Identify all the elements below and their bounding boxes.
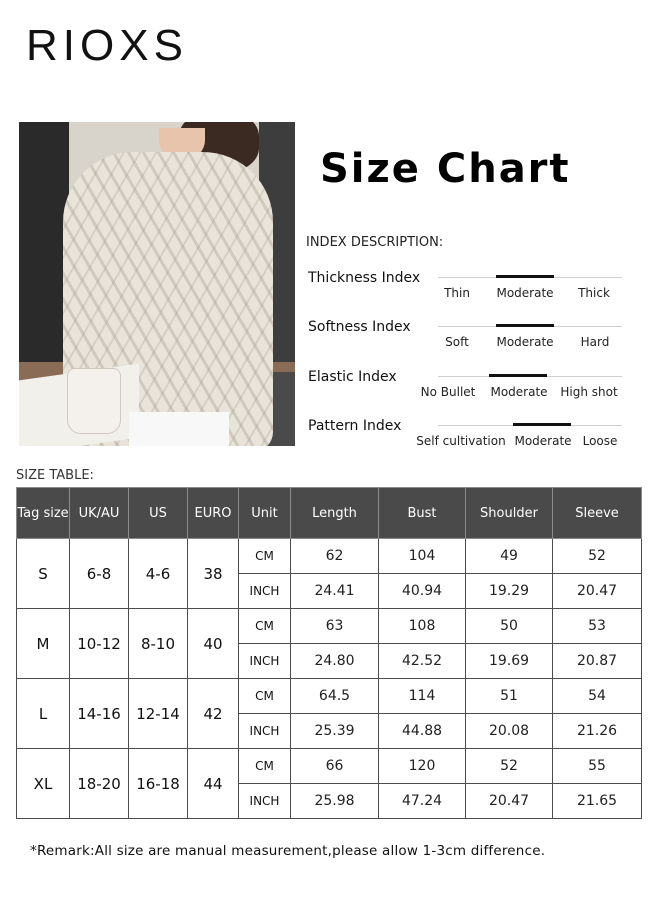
index-option: Self cultivation: [416, 434, 506, 448]
sleeve-cell: 54: [553, 679, 642, 714]
header-bust: Bust: [379, 488, 466, 539]
index-option: Loose: [582, 434, 618, 448]
unit-cell: CM: [239, 539, 291, 574]
uk-au-cell: 10-12: [70, 609, 129, 679]
bust-cell: 120: [379, 749, 466, 784]
brand-logo: RIOXS: [26, 21, 188, 70]
sleeve-cell: 20.47: [553, 574, 642, 609]
length-cell: 62: [291, 539, 379, 574]
product-photo: [19, 122, 295, 446]
index-option: Soft: [445, 335, 469, 349]
size-table: [16, 487, 642, 819]
euro-cell: 38: [188, 539, 239, 609]
index-option: Moderate: [514, 434, 572, 448]
unit-cell: INCH: [239, 784, 291, 819]
shoulder-cell: 19.69: [466, 644, 553, 679]
length-cell: 25.98: [291, 784, 379, 819]
table-row: [17, 609, 642, 644]
shoulder-cell: 51: [466, 679, 553, 714]
table-row: [17, 539, 642, 574]
header-shoulder: Shoulder: [466, 488, 553, 539]
header-length: Length: [291, 488, 379, 539]
table-row: [17, 679, 642, 714]
header-euro: EURO: [188, 488, 239, 539]
us-cell: 12-14: [129, 679, 188, 749]
euro-cell: 40: [188, 609, 239, 679]
header-us: US: [129, 488, 188, 539]
length-cell: 63: [291, 609, 379, 644]
header-tag-size: Tag size: [17, 488, 70, 539]
sleeve-cell: 20.87: [553, 644, 642, 679]
us-cell: 8-10: [129, 609, 188, 679]
index-selected-marker: [513, 423, 571, 426]
length-cell: 64.5: [291, 679, 379, 714]
length-cell: 24.80: [291, 644, 379, 679]
sleeve-cell: 53: [553, 609, 642, 644]
bust-cell: 108: [379, 609, 466, 644]
sleeve-cell: 21.26: [553, 714, 642, 749]
index-option: Hard: [580, 335, 610, 349]
size-cell: L: [17, 679, 70, 749]
size-cell: S: [17, 539, 70, 609]
uk-au-cell: 14-16: [70, 679, 129, 749]
index-selected-marker: [496, 275, 554, 278]
shoulder-cell: 52: [466, 749, 553, 784]
shoulder-cell: 20.08: [466, 714, 553, 749]
softness-index: [306, 319, 626, 359]
table-row: [17, 749, 642, 784]
size-table-heading: SIZE TABLE:: [16, 468, 94, 483]
sleeve-cell: 52: [553, 539, 642, 574]
length-cell: 66: [291, 749, 379, 784]
index-option: Thick: [578, 286, 610, 300]
pattern-index: [306, 418, 626, 458]
uk-au-cell: 6-8: [70, 539, 129, 609]
unit-cell: CM: [239, 609, 291, 644]
unit-cell: INCH: [239, 714, 291, 749]
size-cell: XL: [17, 749, 70, 819]
bust-cell: 44.88: [379, 714, 466, 749]
page-title: Size Chart: [320, 146, 571, 192]
index-option: Thin: [444, 286, 470, 300]
shoulder-cell: 20.47: [466, 784, 553, 819]
unit-cell: INCH: [239, 574, 291, 609]
bust-cell: 42.52: [379, 644, 466, 679]
euro-cell: 42: [188, 679, 239, 749]
size-cell: M: [17, 609, 70, 679]
us-cell: 4-6: [129, 539, 188, 609]
euro-cell: 44: [188, 749, 239, 819]
index-description-heading: INDEX DESCRIPTION:: [306, 235, 444, 250]
unit-cell: CM: [239, 679, 291, 714]
unit-cell: CM: [239, 749, 291, 784]
index-selected-marker: [496, 324, 554, 327]
remark-note: *Remark:All size are manual measurement,please allow 1-3cm difference.: [30, 843, 546, 859]
index-selected-marker: [489, 374, 547, 377]
length-cell: 25.39: [291, 714, 379, 749]
unit-cell: INCH: [239, 644, 291, 679]
index-option: No Bullet: [420, 385, 476, 399]
index-option: Moderate: [496, 335, 554, 349]
bust-cell: 104: [379, 539, 466, 574]
us-cell: 16-18: [129, 749, 188, 819]
length-cell: 24.41: [291, 574, 379, 609]
index-label: Elastic Index: [308, 369, 397, 385]
header-uk-au: UK/AU: [70, 488, 129, 539]
shoulder-cell: 19.29: [466, 574, 553, 609]
thickness-index: [306, 270, 626, 310]
bust-cell: 40.94: [379, 574, 466, 609]
index-option: High shot: [560, 385, 618, 399]
uk-au-cell: 18-20: [70, 749, 129, 819]
shoulder-cell: 49: [466, 539, 553, 574]
elastic-index: [306, 369, 626, 409]
bust-cell: 114: [379, 679, 466, 714]
index-option: Moderate: [496, 286, 554, 300]
index-option: Moderate: [490, 385, 548, 399]
shoulder-cell: 50: [466, 609, 553, 644]
sleeve-cell: 21.65: [553, 784, 642, 819]
bust-cell: 47.24: [379, 784, 466, 819]
table-header-row: [17, 488, 642, 539]
header-unit: Unit: [239, 488, 291, 539]
sleeve-cell: 55: [553, 749, 642, 784]
header-sleeve: Sleeve: [553, 488, 642, 539]
index-label: Thickness Index: [308, 270, 421, 286]
index-label: Softness Index: [308, 319, 411, 335]
index-label: Pattern Index: [308, 418, 402, 434]
